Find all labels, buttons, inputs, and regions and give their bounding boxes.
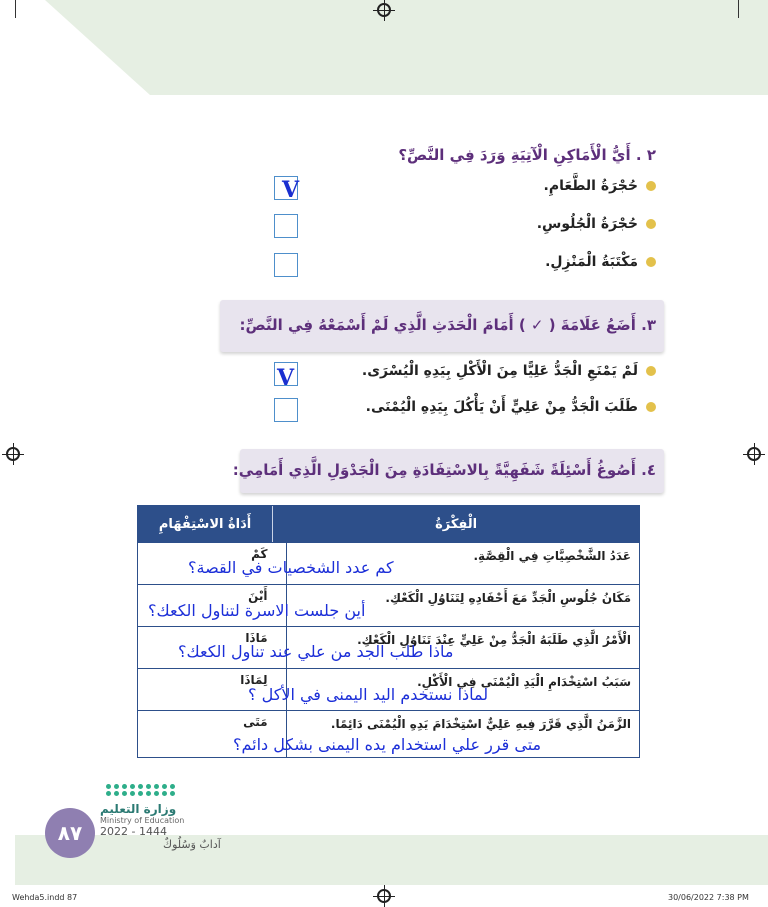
table-row — [138, 710, 639, 757]
question-2 — [236, 146, 656, 164]
registration-mark-top — [377, 3, 391, 17]
bullet-icon — [646, 257, 656, 267]
checkbox-home-library[interactable] — [274, 253, 298, 277]
option-label: حُجْرَةُ الْجُلُوسِ. — [536, 216, 638, 232]
header-question-tool: أَدَاةُ الاسْتِفْهَامِ — [158, 516, 252, 532]
table-row — [138, 542, 639, 584]
tool-cell: أَيْنَ — [248, 589, 268, 603]
handwritten-answer: لماذا نستخدم اليد اليمنى في الأكل ؟ — [248, 685, 489, 704]
checkmark-icon: V — [282, 177, 300, 203]
idea-cell: الزَّمَنُ الَّذِي قَرَّرَ فِيهِ عَلِيٌّ اسْتِخْدَامَ يَدِهِ الْيُمْنَى دَائِمًا. — [286, 711, 639, 757]
ministry-logo-icon — [106, 784, 184, 796]
option-grandfather-did-not-prevent — [362, 363, 656, 379]
option-home-library — [545, 254, 656, 270]
print-date: 30/06/2022 7:38 PM — [668, 893, 749, 902]
tool-cell: مَتَى — [243, 715, 268, 729]
option-label: لَمْ يَمْنَعِ الْجَدُّ عَلِيًّا مِنَ الْأَكْلِ بِيَدِهِ الْيُسْرَى. — [361, 363, 638, 379]
option-grandfather-asked — [366, 399, 656, 415]
bottom-banner — [15, 835, 768, 885]
ministry-name: وزارة التعليم — [100, 802, 177, 816]
checkbox-event-2[interactable] — [274, 398, 298, 422]
table-row — [138, 626, 639, 668]
table-row — [138, 668, 639, 710]
question-3-options — [316, 363, 656, 423]
registration-mark-right — [747, 447, 761, 461]
question-3-title: ٣. أَضَعُ عَلَامَةَ ( ✓ ) أَمَامَ الْحَدَثِ الَّذِي لَمْ أَسْمَعْهُ فِي النَّصِّ: — [239, 316, 656, 334]
handwritten-answer: متى قرر علي استخدام يده اليمنى بشكل دائم؟ — [233, 735, 542, 754]
subject-name: آدابٌ وَسُلُوكٌ — [163, 838, 221, 851]
question-4-title: ٤. أَصُوغُ أَسْئِلَةً شَفَهِيَّةً بِالاسْتِفَادَةِ مِنَ الْجَدْوَلِ الَّذِي أَمَامِي: — [232, 461, 656, 479]
option-label: حُجْرَةُ الطَّعَامِ. — [543, 178, 638, 194]
table-row — [138, 584, 639, 626]
ministry-year: 2022 - 1444 — [100, 825, 167, 838]
handwritten-answer: ماذا طلب الجد من علي عند تناول الكعك؟ — [178, 642, 454, 661]
checkmark-icon: V — [277, 365, 295, 391]
tool-cell: كَمْ — [251, 547, 268, 561]
registration-mark-left — [6, 447, 20, 461]
checkbox-sitting-room[interactable] — [274, 214, 298, 238]
page-number: ٨٧ — [45, 808, 95, 858]
ministry-name-en: Ministry of Education — [100, 816, 185, 825]
bullet-icon — [646, 219, 656, 229]
crop-mark — [738, 0, 739, 18]
option-sitting-room — [537, 216, 656, 232]
question-4 — [136, 461, 656, 479]
question-3 — [136, 316, 656, 334]
tool-cell: مَاذَا — [245, 631, 268, 645]
option-label: طَلَبَ الْجَدُّ مِنْ عَلِيٍّ أَنْ يَأْكُلَ بِيَدِهِ الْيُمْنَى. — [365, 399, 638, 415]
tool-cell: لِمَاذَا — [240, 673, 268, 687]
file-slug: Wehda5.indd 87 — [12, 893, 78, 902]
idea-cell: عَدَدُ الشَّخْصِيَّاتِ فِي الْقِصَّةِ. — [286, 543, 639, 584]
table-header — [138, 506, 639, 542]
header-idea: الْفِكْرَةُ — [272, 506, 639, 542]
idea-cell: الْأَمْرُ الَّذِي طَلَبَهُ الْجَدُّ مِنْ عَلِيٍّ عِنْدَ تَنَاوُلِ الْكَعْكِ. — [286, 627, 639, 668]
ministry-logo — [100, 784, 184, 838]
idea-cell: سَبَبُ اسْتِخْدَامِ الْيَدِ الْيُمْنَى فِي الْأَكْلِ. — [286, 669, 639, 710]
question-2-options — [356, 178, 656, 278]
bullet-icon — [646, 402, 656, 412]
bullet-icon — [646, 181, 656, 191]
option-dining-room — [544, 178, 656, 194]
option-label: مَكْتَبَةُ الْمَنْزِلِ. — [545, 254, 638, 270]
crop-mark — [15, 0, 16, 18]
handwritten-answer: كم عدد الشخصيات في القصة؟ — [188, 558, 394, 577]
idea-cell: مَكَانُ جُلُوسِ الْجَدِّ مَعَ أَحْفَادِهِ لِتَنَاوُلِ الْكَعْكِ. — [286, 585, 639, 626]
registration-mark-bottom — [377, 889, 391, 903]
bullet-icon — [646, 366, 656, 376]
question-2-title: ٢ . أَيُّ الْأَمَاكِنِ الْآتِيَةِ وَرَدَ فِي النَّصِّ؟ — [398, 146, 656, 164]
question-table — [137, 505, 640, 758]
handwritten-answer: أين جلست الاسرة لتناول الكعك؟ — [148, 601, 366, 620]
